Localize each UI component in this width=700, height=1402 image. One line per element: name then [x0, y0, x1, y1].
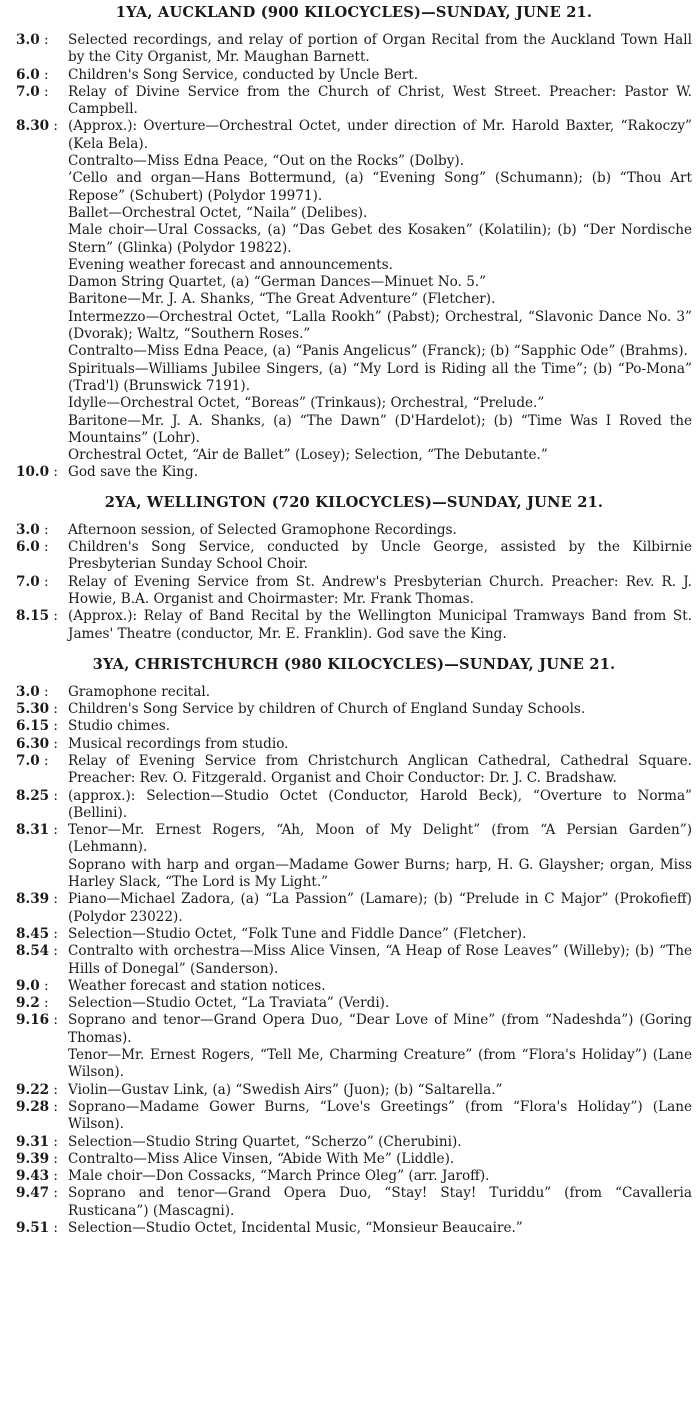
entry-text: Piano—Michael Zadora, (a) “La Passion” (Lamare); (b) “Prelude in C Major” (Prokofieff) (Polydor 23022).	[68, 891, 692, 925]
programme-entry	[16, 343, 692, 360]
programme-entry	[16, 67, 692, 84]
entry-text: Soprano with harp and organ—Madame Gower Burns; harp, H. G. Glaysher; organ, Miss Harley Slack, “The Lord is My Light.”	[68, 856, 692, 891]
entry-text: ’Cello and organ—Hans Bottermund, (a) “Evening Song” (Schumann); (b) “Thou Art Repose” (Schubert) (Polydor 19971).	[68, 170, 692, 204]
entry-text: Male choir—Don Cossacks, “March Prince Oleg” (arr. Jaroff).	[68, 1168, 490, 1185]
entry-time: 9.0 :	[16, 978, 66, 995]
entry-text: Studio chimes.	[68, 718, 171, 735]
entry-text: Relay of Divine Service from the Church of Christ, West Street. Preacher: Pastor W. Campbell.	[68, 83, 692, 118]
programme-entry	[16, 788, 692, 823]
programme-entry	[16, 291, 692, 308]
station-heading: 3YA, CHRISTCHURCH (980 KILOCYCLES)—SUNDAY, JUNE 21.	[92, 655, 616, 673]
entry-text: Selection—Studio Octet, “Folk Tune and Fiddle Dance” (Fletcher).	[68, 925, 527, 942]
programme-entry	[16, 978, 692, 995]
entry-time: 9.43 :	[16, 1168, 66, 1185]
entry-text: Selection—Studio Octet, Incidental Music, “Monsieur Beaucaire.”	[68, 1220, 523, 1236]
programme-entry	[16, 257, 692, 274]
programme-entry	[16, 891, 692, 926]
programme-entry	[16, 926, 692, 943]
programme-entry	[16, 205, 692, 222]
programme-entry	[16, 753, 692, 788]
programme-entry	[16, 857, 692, 892]
entry-text: God save the King.	[68, 464, 199, 481]
entry-text: Evening weather forecast and announcements.	[68, 256, 393, 273]
entry-time: 9.2 :	[16, 995, 66, 1012]
entry-text: Musical recordings from studio.	[68, 735, 289, 752]
programme-entry	[16, 1082, 692, 1099]
entry-time: 9.39 :	[16, 1151, 66, 1168]
entry-text: Children's Song Service, conducted by Uncle Bert.	[68, 66, 419, 83]
entry-list	[16, 684, 692, 1238]
station-1ya	[16, 4, 692, 482]
entry-time: 9.47 :	[16, 1185, 66, 1202]
entry-text: Soprano and tenor—Grand Opera Duo, “Dear Love of Mine” (from “Nadeshda”) (Goring Thomas).	[68, 1012, 692, 1046]
entry-text: Weather forecast and station notices.	[68, 977, 326, 994]
entry-time: 9.28 :	[16, 1099, 66, 1116]
entry-time: 9.22 :	[16, 1082, 66, 1099]
entry-time: 8.54 :	[16, 943, 66, 960]
programme-entry	[16, 274, 692, 291]
entry-text: Ballet—Orchestral Octet, “Naila” (Delibes).	[68, 204, 368, 221]
programme-entry	[16, 32, 692, 67]
programme-entry	[16, 608, 692, 643]
entry-time: 3.0 :	[16, 684, 66, 701]
programme-entry	[16, 153, 692, 170]
programme-entry	[16, 447, 692, 464]
entry-time: 6.0 :	[16, 539, 66, 556]
programme-entry	[16, 84, 692, 119]
entry-time: 9.16 :	[16, 1012, 66, 1029]
entry-text: Selection—Studio Octet, “La Traviata” (Verdi).	[68, 995, 390, 1012]
programme-entry	[16, 736, 692, 753]
programme-entry	[16, 1012, 692, 1047]
programme-entry	[16, 361, 692, 396]
station-heading: 1YA, AUCKLAND (900 KILOCYCLES)—SUNDAY, JUNE 21.	[115, 4, 593, 21]
programme-entry	[16, 574, 692, 609]
station-3ya	[16, 656, 692, 1238]
entry-text: Tenor—Mr. Ernest Rogers, “Tell Me, Charming Creature” (from “Flora's Holiday”) (Lane Wilson).	[68, 1047, 692, 1081]
entry-text: Children's Song Service, conducted by Uncle George, assisted by the Kilbirnie Presbyterian Sunday School Choir.	[68, 539, 692, 573]
entry-text: (Approx.): Relay of Band Recital by the Wellington Municipal Tramways Band from St. James' Theatre (conductor, Mr. E. Franklin). God save the King.	[68, 608, 692, 642]
entry-time: 8.30 :	[16, 118, 66, 135]
entry-time: 8.45 :	[16, 926, 66, 943]
entry-text: (approx.): Selection—Studio Octet (Conductor, Harold Beck), “Overture to Norma” (Bellini).	[68, 787, 692, 821]
entry-time: 5.30 :	[16, 701, 66, 718]
programme-entry	[16, 1151, 692, 1168]
entry-text: Contralto—Miss Edna Peace, “Out on the Rocks” (Dolby).	[68, 153, 465, 170]
programme-entry	[16, 395, 692, 412]
entry-text: Damon String Quartet, (a) “German Dances—Minuet No. 5.”	[68, 274, 487, 291]
programme-entry	[16, 413, 692, 448]
entry-time: 8.31 :	[16, 822, 66, 839]
programme-entry	[16, 464, 692, 481]
programme-entry	[16, 309, 692, 344]
entry-time: 6.15 :	[16, 718, 66, 735]
programme-entry	[16, 995, 692, 1012]
programme-entry	[16, 1099, 692, 1134]
entry-text: (Approx.): Overture—Orchestral Octet, under direction of Mr. Harold Baxter, “Rakoczy” (Kela Bela).	[68, 118, 692, 152]
entry-time: 3.0 :	[16, 32, 66, 49]
programme-entry	[16, 1220, 692, 1237]
entry-text: Selected recordings, and relay of portion of Organ Recital from the Auckland Town Hall by the City Organist, Mr. Maughan Barnett.	[68, 32, 692, 66]
entry-text: Soprano and tenor—Grand Opera Duo, “Stay! Stay! Turiddu” (from “Cavalleria Rusticana”) (Mascagni).	[68, 1185, 692, 1219]
programme-entry	[16, 822, 692, 857]
entry-text: Contralto—Miss Edna Peace, (a) “Panis Angelicus” (Franck); (b) “Sapphic Ode” (Brahms).	[68, 343, 688, 360]
programme-entry	[16, 1168, 692, 1185]
entry-time: 7.0 :	[16, 753, 66, 770]
entry-time: 9.31 :	[16, 1134, 66, 1151]
programme-entry	[16, 1134, 692, 1151]
entry-time: 7.0 :	[16, 574, 66, 591]
entry-text: Afternoon session, of Selected Gramophone Recordings.	[68, 521, 457, 538]
entry-time: 6.0 :	[16, 67, 66, 84]
entry-text: Selection—Studio String Quartet, “Scherzo” (Cherubini).	[68, 1133, 462, 1150]
entry-text: Orchestral Octet, “Air de Ballet” (Losey); Selection, “The Debutante.”	[68, 447, 548, 464]
entry-list	[16, 522, 692, 643]
programme-entry	[16, 1185, 692, 1220]
entry-text: Baritone—Mr. J. A. Shanks, “The Great Adventure” (Fletcher).	[68, 291, 496, 308]
entry-time: 8.39 :	[16, 891, 66, 908]
entry-time: 6.30 :	[16, 736, 66, 753]
programme-entry	[16, 118, 692, 153]
programme-entry	[16, 1047, 692, 1082]
entry-time: 3.0 :	[16, 522, 66, 539]
programme-entry	[16, 522, 692, 539]
programme-entry	[16, 539, 692, 574]
programme-entry	[16, 701, 692, 718]
entry-text: Baritone—Mr. J. A. Shanks, (a) “The Dawn” (D'Hardelot); (b) “Time Was I Roved the Mountains” (Lohr).	[68, 412, 692, 446]
entry-text: Male choir—Ural Cossacks, (a) “Das Gebet des Kosaken” (Kolatilin); (b) “Der Nordische Stern” (Glinka) (Polydor 19822).	[68, 222, 692, 256]
programme-entry	[16, 684, 692, 701]
programme-entry	[16, 943, 692, 978]
programme-entry	[16, 170, 692, 205]
entry-time: 8.25 :	[16, 788, 66, 805]
station-2ya	[16, 494, 692, 643]
entry-list	[16, 32, 692, 482]
entry-text: Tenor—Mr. Ernest Rogers, “Ah, Moon of My Delight” (from “A Persian Garden”) (Lehmann).	[68, 822, 692, 856]
entry-text: Idylle—Orchestral Octet, “Boreas” (Trinkaus); Orchestral, “Prelude.”	[68, 395, 545, 412]
entry-text: Intermezzo—Orchestral Octet, “Lalla Rookh” (Pabst); Orchestral, “Slavonic Dance No. 3” (Dvorak); Waltz, “Southern Roses.”	[68, 308, 692, 343]
entry-text: Children's Song Service by children of Church of England Sunday Schools.	[68, 701, 586, 718]
entry-text: Relay of Evening Service from St. Andrew's Presbyterian Church. Preacher: Rev. R. J. Howie, B.A. Organist and Choirmaster: Mr. Frank Thomas.	[68, 573, 692, 607]
entry-text: Contralto—Miss Alice Vinsen, “Abide With Me” (Liddle).	[68, 1150, 455, 1167]
entry-time: 7.0 :	[16, 84, 66, 101]
station-heading: 2YA, WELLINGTON (720 KILOCYCLES)—SUNDAY, JUNE 21.	[104, 493, 604, 511]
entry-text: Gramophone recital.	[68, 683, 211, 700]
programme-entry	[16, 718, 692, 735]
entry-time: 8.15 :	[16, 608, 66, 625]
entry-text: Relay of Evening Service from Christchurch Anglican Cathedral, Cathedral Square. Preacher: Rev. O. Fitzgerald. Organist and Choir Conductor: Dr. J. C. Bradshaw.	[68, 752, 692, 787]
entry-time: 9.51 :	[16, 1220, 66, 1237]
entry-time: 10.0 :	[16, 464, 66, 481]
entry-text: Soprano—Madame Gower Burns, “Love's Greetings” (from “Flora's Holiday”) (Lane Wilson).	[68, 1098, 692, 1133]
programme-entry	[16, 222, 692, 257]
entry-text: Spirituals—Williams Jubilee Singers, (a) “My Lord is Riding all the Time”; (b) “Po-Mona” (Trad'l) (Brunswick 7191).	[68, 360, 692, 394]
entry-text: Violin—Gustav Link, (a) “Swedish Airs” (Juon); (b) “Saltarella.”	[68, 1081, 503, 1098]
entry-text: Contralto with orchestra—Miss Alice Vinsen, “A Heap of Rose Leaves” (Willeby); (b) “The Hills of Donegal” (Sanderson).	[68, 943, 692, 977]
